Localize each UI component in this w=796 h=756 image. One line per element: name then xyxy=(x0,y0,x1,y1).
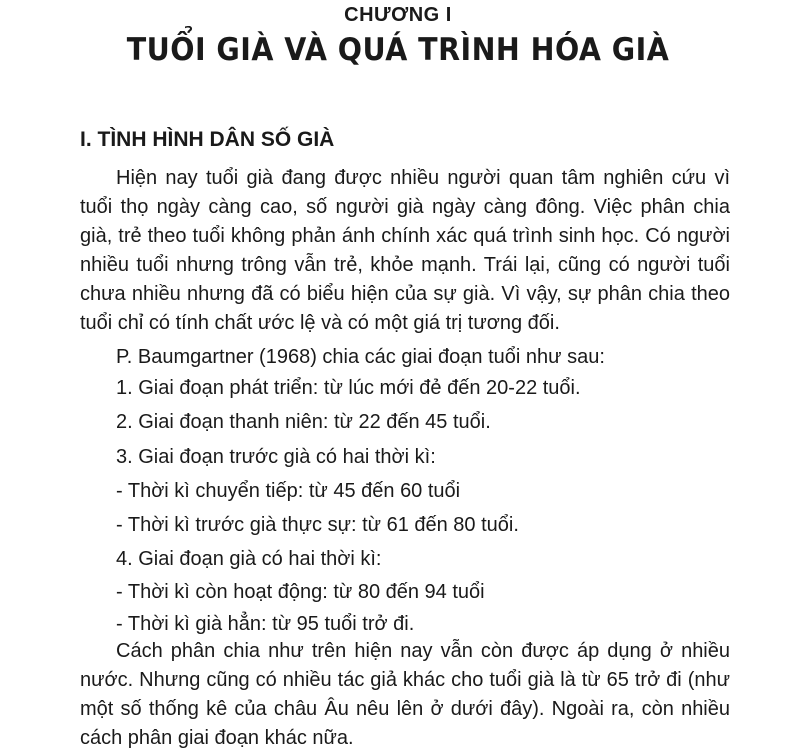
stage-4-sub-a: - Thời kì còn hoạt động: từ 80 đến 94 tuổi xyxy=(116,581,485,603)
stage-3-sub-b: - Thời kì trước già thực sự: từ 61 đến 80 tuổi. xyxy=(116,514,519,536)
baumgartner-paragraph: P. Baumgartner (1968) chia các giai đoạn tuổi như sau: xyxy=(116,346,605,368)
stage-1: 1. Giai đoạn phát triển: từ lúc mới đẻ đến 20-22 tuổi. xyxy=(116,377,581,399)
stage-3: 3. Giai đoạn trước già có hai thời kì: xyxy=(116,446,436,468)
stage-4: 4. Giai đoạn già có hai thời kì: xyxy=(116,548,382,570)
closing-paragraph: Cách phân chia như trên hiện nay vẫn còn được áp dụng ở nhiều nước. Nhưng cũng có nhiều tác giả khác cho tuổi già là từ 65 trở đi (như một số thống kê của châu Âu nêu lên ở dưới đây). Ngoài ra, còn nhiều cách phân giai đoạn khác nữa. xyxy=(80,640,730,749)
stage-4-sub-b: - Thời kì già hẳn: từ 95 tuổi trở đi. xyxy=(116,613,415,635)
chapter-label: CHƯƠNG I xyxy=(344,4,452,26)
stage-3-sub-a: - Thời kì chuyển tiếp: từ 45 đến 60 tuổi xyxy=(116,480,461,502)
chapter-title: TUỔI GIÀ VÀ QUÁ TRÌNH HÓA GIÀ xyxy=(126,32,670,68)
intro-paragraph: Hiện nay tuổi già đang được nhiều người quan tâm nghiên cứu vì tuổi thọ ngày càng cao, số người già ngày càng đông. Việc phân chia già, trẻ theo tuổi không phản ánh chính xác quá trình sinh học. Có người nhiều tuổi nhưng trông vẫn trẻ, khỏe mạnh. Trái lại, cũng có người tuổi chưa nhiều nhưng đã có biểu hiện của sự già. Vì vậy, sự phân chia theo tuổi chỉ có tính chất ước lệ và có một giá trị tương đối. xyxy=(80,167,730,334)
stage-2: 2. Giai đoạn thanh niên: từ 22 đến 45 tuổi. xyxy=(116,411,491,433)
section-heading: I. TÌNH HÌNH DÂN SỐ GIÀ xyxy=(80,128,335,151)
